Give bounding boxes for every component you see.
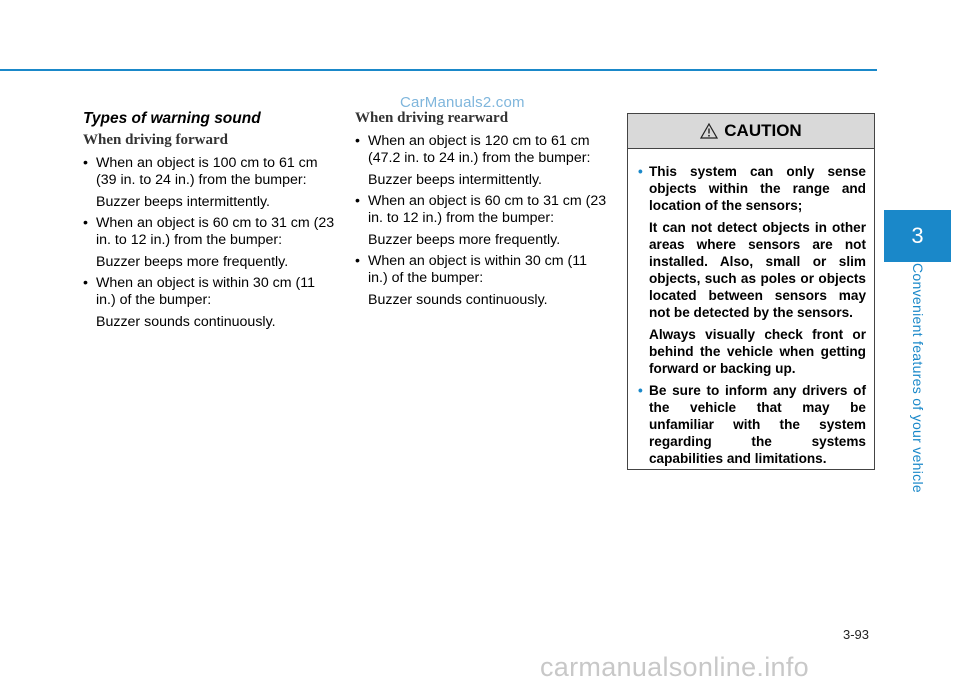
item-result: Buzzer beeps more frequently.	[368, 232, 561, 248]
warning-triangle-icon	[700, 123, 718, 139]
caution-header	[628, 114, 874, 149]
list-item	[355, 193, 610, 249]
list-item	[83, 275, 338, 331]
item-text: When an object is within 30 cm (11 in.) of the bumper:	[96, 275, 315, 308]
list-item	[355, 253, 610, 309]
caution-text: Always visually check front or behind the vehicle when getting forward or backing up.	[649, 327, 866, 376]
top-rule	[0, 69, 877, 71]
forward-list	[83, 155, 338, 331]
caution-item	[638, 163, 866, 377]
item-text: When an object is 60 cm to 31 cm (23 in. to 12 in.) from the bumper:	[96, 215, 335, 248]
left-column	[83, 110, 338, 335]
item-text: When an object is 120 cm to 61 cm (47.2 in. to 24 in.) from the bumper:	[368, 133, 591, 166]
watermark-top[interactable]: CarManuals2.com	[400, 94, 525, 111]
item-result: Buzzer beeps intermittently.	[96, 194, 271, 210]
middle-column	[355, 110, 610, 313]
page-number: 3-93	[843, 627, 870, 642]
item-result: Buzzer beeps intermittently.	[368, 172, 543, 188]
rearward-list	[355, 133, 610, 309]
caution-list	[628, 149, 874, 467]
list-item	[355, 133, 610, 189]
caution-item	[638, 382, 866, 467]
item-text: When an object is 60 cm to 31 cm (23 in. to 12 in.) from the bumper:	[368, 193, 607, 226]
item-result: Buzzer sounds continuously.	[368, 292, 548, 308]
item-text: When an object is 100 cm to 61 cm (39 in. to 24 in.) from the bumper:	[96, 155, 318, 188]
subhead-forward: When driving forward	[83, 132, 229, 148]
list-item	[83, 215, 338, 271]
item-result: Buzzer beeps more frequently.	[96, 254, 289, 270]
subhead-rearward: When driving rearward	[355, 110, 509, 126]
section-title: Types of warning sound	[83, 110, 261, 127]
watermark-bottom[interactable]: carmanualsonline.info	[540, 652, 809, 682]
chapter-label: Convenient features of your vehicle	[910, 263, 926, 493]
list-item	[83, 155, 338, 211]
caution-text: This system can only sense objects within the range and location of the sensors;	[649, 164, 866, 213]
item-result: Buzzer sounds continuously.	[96, 314, 276, 330]
caution-title: CAUTION	[724, 121, 802, 140]
caution-box	[627, 113, 875, 470]
caution-text: It can not detect objects in other areas where sensors are not installed. Also, small or slim objects, such as poles or objects located between sensors may not be detected by the sensors.	[649, 220, 866, 320]
chapter-tab: 3	[884, 210, 951, 262]
item-text: When an object is within 30 cm (11 in.) of the bumper:	[368, 253, 587, 286]
caution-text: Be sure to inform any drivers of the vehicle that may be unfamiliar with the system regarding the systems capabilities and limitations.	[649, 383, 866, 466]
